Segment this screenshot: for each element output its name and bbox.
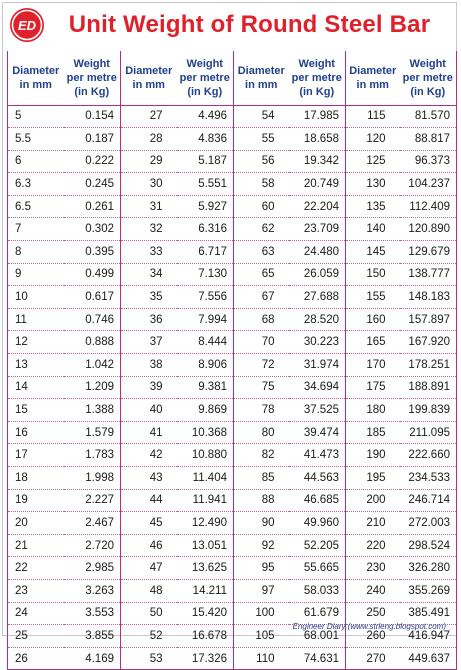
diameter-cell: 220 [346, 534, 400, 557]
diameter-cell: 27 [121, 105, 177, 128]
table-row [8, 128, 457, 151]
weight-cell: 16.678 [177, 625, 234, 648]
table-row [8, 534, 457, 557]
weight-cell: 416.947 [400, 625, 457, 648]
diameter-cell: 21 [8, 534, 64, 557]
diameter-cell: 52 [121, 625, 177, 648]
diameter-cell: 70 [234, 331, 289, 354]
diameter-cell: 115 [346, 105, 400, 128]
table-body [8, 105, 457, 670]
table-row [8, 376, 457, 399]
table-row [8, 647, 457, 670]
diameter-cell: 200 [346, 489, 400, 512]
weight-cell: 28.520 [289, 308, 346, 331]
weight-cell: 96.373 [400, 150, 457, 173]
weight-cell: 17.985 [289, 105, 346, 128]
weight-cell: 0.154 [64, 105, 121, 128]
table-row [8, 489, 457, 512]
weight-cell: 10.880 [177, 444, 234, 467]
diameter-cell: 78 [234, 399, 289, 422]
weight-cell: 211.095 [400, 421, 457, 444]
diameter-cell: 6.3 [8, 173, 64, 196]
weight-cell: 13.625 [177, 557, 234, 580]
table-row [8, 286, 457, 309]
weight-cell: 4.496 [177, 105, 234, 128]
diameter-cell: 30 [121, 173, 177, 196]
table-row [8, 150, 457, 173]
weight-cell: 167.920 [400, 331, 457, 354]
table-row [8, 467, 457, 490]
weight-cell: 120.890 [400, 218, 457, 241]
weight-cell: 68.001 [289, 625, 346, 648]
weight-cell: 3.855 [64, 625, 121, 648]
weight-cell: 326.280 [400, 557, 457, 580]
weight-cell: 15.420 [177, 602, 234, 625]
weight-cell: 18.658 [289, 128, 346, 151]
weight-cell: 81.570 [400, 105, 457, 128]
diameter-cell: 25 [8, 625, 64, 648]
diameter-cell: 95 [234, 557, 289, 580]
weight-cell: 0.395 [64, 241, 121, 264]
steel-weight-table [7, 51, 457, 670]
weight-cell: 2.467 [64, 512, 121, 535]
weight-cell: 61.679 [289, 602, 346, 625]
diameter-cell: 36 [121, 308, 177, 331]
diameter-cell: 88 [234, 489, 289, 512]
weight-cell: 5.187 [177, 150, 234, 173]
weight-cell: 0.261 [64, 195, 121, 218]
weight-cell: 385.491 [400, 602, 457, 625]
table-row [8, 354, 457, 377]
diameter-cell: 29 [121, 150, 177, 173]
diameter-cell: 130 [346, 173, 400, 196]
weight-cell: 39.474 [289, 421, 346, 444]
weight-cell: 5.927 [177, 195, 234, 218]
diameter-cell: 31 [121, 195, 177, 218]
table-row [8, 263, 457, 286]
weight-cell: 12.490 [177, 512, 234, 535]
weight-cell: 7.130 [177, 263, 234, 286]
diameter-cell: 90 [234, 512, 289, 535]
table-row [8, 444, 457, 467]
weight-cell: 157.897 [400, 308, 457, 331]
diameter-cell: 140 [346, 218, 400, 241]
diameter-cell: 6.5 [8, 195, 64, 218]
weight-cell: 24.480 [289, 241, 346, 264]
weight-cell: 3.553 [64, 602, 121, 625]
diameter-cell: 17 [8, 444, 64, 467]
weight-cell: 46.685 [289, 489, 346, 512]
diameter-cell: 5.5 [8, 128, 64, 151]
diameter-cell: 8 [8, 241, 64, 264]
weight-cell: 1.209 [64, 376, 121, 399]
diameter-cell: 15 [8, 399, 64, 422]
weight-cell: 129.679 [400, 241, 457, 264]
diameter-cell: 43 [121, 467, 177, 490]
weight-cell: 4.836 [177, 128, 234, 151]
weight-cell: 222.660 [400, 444, 457, 467]
weight-cell: 22.204 [289, 195, 346, 218]
table-row [8, 512, 457, 535]
weight-cell: 20.749 [289, 173, 346, 196]
diameter-cell: 75 [234, 376, 289, 399]
diameter-cell: 210 [346, 512, 400, 535]
diameter-cell: 26 [8, 647, 64, 670]
weight-cell: 0.888 [64, 331, 121, 354]
weight-cell: 6.316 [177, 218, 234, 241]
diameter-cell: 125 [346, 150, 400, 173]
diameter-cell: 10 [8, 286, 64, 309]
weight-cell: 2.720 [64, 534, 121, 557]
table-row [8, 421, 457, 444]
diameter-cell: 62 [234, 218, 289, 241]
weight-cell: 0.187 [64, 128, 121, 151]
weight-cell: 4.169 [64, 647, 121, 670]
table-row [8, 557, 457, 580]
diameter-cell: 58 [234, 173, 289, 196]
diameter-cell: 35 [121, 286, 177, 309]
weight-cell: 0.617 [64, 286, 121, 309]
diameter-cell: 6 [8, 150, 64, 173]
document-frame [2, 2, 457, 665]
diameter-cell: 19 [8, 489, 64, 512]
weight-cell: 138.777 [400, 263, 457, 286]
diameter-cell: 180 [346, 399, 400, 422]
weight-cell: 0.302 [64, 218, 121, 241]
weight-cell: 355.269 [400, 579, 457, 602]
weight-cell: 49.960 [289, 512, 346, 535]
weight-cell: 0.499 [64, 263, 121, 286]
weight-cell: 9.381 [177, 376, 234, 399]
weight-cell: 19.342 [289, 150, 346, 173]
table-row [8, 173, 457, 196]
diameter-cell: 45 [121, 512, 177, 535]
weight-cell: 34.694 [289, 376, 346, 399]
diameter-cell: 34 [121, 263, 177, 286]
weight-cell: 234.533 [400, 467, 457, 490]
diameter-cell: 7 [8, 218, 64, 241]
diameter-cell: 110 [234, 647, 289, 670]
table-header-row [8, 51, 457, 105]
diameter-cell: 24 [8, 602, 64, 625]
diameter-cell: 72 [234, 354, 289, 377]
weight-cell: 7.994 [177, 308, 234, 331]
weight-cell: 27.688 [289, 286, 346, 309]
diameter-cell: 54 [234, 105, 289, 128]
table-row [8, 218, 457, 241]
weight-cell: 199.839 [400, 399, 457, 422]
diameter-cell: 46 [121, 534, 177, 557]
logo-text: ED [17, 18, 37, 33]
table-row [8, 105, 457, 128]
diameter-header: Diameter in mm [8, 51, 64, 105]
weight-cell: 0.245 [64, 173, 121, 196]
diameter-cell: 155 [346, 286, 400, 309]
diameter-cell: 120 [346, 128, 400, 151]
diameter-cell: 20 [8, 512, 64, 535]
page-title: Unit Weight of Round Steel Bar [68, 11, 431, 38]
weight-cell: 1.579 [64, 421, 121, 444]
diameter-cell: 53 [121, 647, 177, 670]
diameter-header: Diameter in mm [346, 51, 400, 105]
diameter-cell: 48 [121, 579, 177, 602]
diameter-cell: 12 [8, 331, 64, 354]
diameter-cell: 230 [346, 557, 400, 580]
diameter-cell: 160 [346, 308, 400, 331]
diameter-cell: 11 [8, 308, 64, 331]
diameter-cell: 41 [121, 421, 177, 444]
diameter-cell: 9 [8, 263, 64, 286]
weight-cell: 8.444 [177, 331, 234, 354]
diameter-cell: 175 [346, 376, 400, 399]
diameter-header: Diameter in mm [234, 51, 289, 105]
diameter-cell: 270 [346, 647, 400, 670]
weight-cell: 23.709 [289, 218, 346, 241]
weight-cell: 246.714 [400, 489, 457, 512]
diameter-cell: 18 [8, 467, 64, 490]
diameter-cell: 170 [346, 354, 400, 377]
diameter-cell: 50 [121, 602, 177, 625]
diameter-header: Diameter in mm [121, 51, 177, 105]
weight-cell: 6.717 [177, 241, 234, 264]
diameter-cell: 68 [234, 308, 289, 331]
diameter-cell: 150 [346, 263, 400, 286]
diameter-cell: 39 [121, 376, 177, 399]
weight-cell: 30.223 [289, 331, 346, 354]
diameter-cell: 47 [121, 557, 177, 580]
diameter-cell: 240 [346, 579, 400, 602]
diameter-cell: 80 [234, 421, 289, 444]
weight-cell: 104.237 [400, 173, 457, 196]
diameter-cell: 190 [346, 444, 400, 467]
diameter-cell: 65 [234, 263, 289, 286]
diameter-cell: 55 [234, 128, 289, 151]
weight-cell: 8.906 [177, 354, 234, 377]
weight-cell: 3.263 [64, 579, 121, 602]
weight-cell: 2.227 [64, 489, 121, 512]
weight-cell: 55.665 [289, 557, 346, 580]
table-row [8, 331, 457, 354]
weight-cell: 52.205 [289, 534, 346, 557]
weight-cell: 449.637 [400, 647, 457, 670]
diameter-cell: 165 [346, 331, 400, 354]
weight-cell: 11.941 [177, 489, 234, 512]
weight-cell: 1.998 [64, 467, 121, 490]
weight-cell: 0.746 [64, 308, 121, 331]
diameter-cell: 63 [234, 241, 289, 264]
weight-header: Weight per metre (in Kg) [400, 51, 457, 105]
diameter-cell: 37 [121, 331, 177, 354]
diameter-cell: 105 [234, 625, 289, 648]
weight-cell: 148.183 [400, 286, 457, 309]
diameter-cell: 85 [234, 467, 289, 490]
weight-cell: 272.003 [400, 512, 457, 535]
weight-cell: 74.631 [289, 647, 346, 670]
weight-cell: 7.556 [177, 286, 234, 309]
diameter-cell: 260 [346, 625, 400, 648]
weight-cell: 88.817 [400, 128, 457, 151]
footer-credit: Engineer Diary (www.strleng.blogspot.com) [292, 622, 446, 631]
weight-header: Weight per metre (in Kg) [177, 51, 234, 105]
weight-cell: 9.869 [177, 399, 234, 422]
weight-cell: 112.409 [400, 195, 457, 218]
diameter-cell: 28 [121, 128, 177, 151]
diameter-cell: 32 [121, 218, 177, 241]
weight-header: Weight per metre (in Kg) [289, 51, 346, 105]
weight-cell: 1.783 [64, 444, 121, 467]
weight-cell: 10.368 [177, 421, 234, 444]
weight-cell: 188.891 [400, 376, 457, 399]
weight-cell: 11.404 [177, 467, 234, 490]
weight-cell: 44.563 [289, 467, 346, 490]
diameter-cell: 97 [234, 579, 289, 602]
weight-header: Weight per metre (in Kg) [64, 51, 121, 105]
weight-cell: 41.473 [289, 444, 346, 467]
table-row [8, 241, 457, 264]
diameter-cell: 16 [8, 421, 64, 444]
diameter-cell: 56 [234, 150, 289, 173]
weight-cell: 1.042 [64, 354, 121, 377]
table-row [8, 399, 457, 422]
weight-cell: 58.033 [289, 579, 346, 602]
diameter-cell: 33 [121, 241, 177, 264]
weight-cell: 298.524 [400, 534, 457, 557]
diameter-cell: 185 [346, 421, 400, 444]
table-row [8, 195, 457, 218]
weight-cell: 37.525 [289, 399, 346, 422]
header [3, 3, 456, 49]
diameter-cell: 195 [346, 467, 400, 490]
diameter-cell: 100 [234, 602, 289, 625]
weight-cell: 26.059 [289, 263, 346, 286]
diameter-cell: 38 [121, 354, 177, 377]
diameter-cell: 60 [234, 195, 289, 218]
weight-cell: 17.326 [177, 647, 234, 670]
weight-cell: 13.051 [177, 534, 234, 557]
table-row [8, 308, 457, 331]
weight-cell: 1.388 [64, 399, 121, 422]
diameter-cell: 250 [346, 602, 400, 625]
weight-cell: 0.222 [64, 150, 121, 173]
weight-cell: 2.985 [64, 557, 121, 580]
diameter-cell: 44 [121, 489, 177, 512]
diameter-cell: 92 [234, 534, 289, 557]
diameter-cell: 13 [8, 354, 64, 377]
diameter-cell: 23 [8, 579, 64, 602]
table-row [8, 579, 457, 602]
diameter-cell: 22 [8, 557, 64, 580]
weight-cell: 5.551 [177, 173, 234, 196]
diameter-cell: 14 [8, 376, 64, 399]
diameter-cell: 42 [121, 444, 177, 467]
diameter-cell: 67 [234, 286, 289, 309]
diameter-cell: 40 [121, 399, 177, 422]
diameter-cell: 145 [346, 241, 400, 264]
weight-cell: 14.211 [177, 579, 234, 602]
diameter-cell: 135 [346, 195, 400, 218]
diameter-cell: 5 [8, 105, 64, 128]
diameter-cell: 82 [234, 444, 289, 467]
weight-cell: 178.251 [400, 354, 457, 377]
weight-cell: 31.974 [289, 354, 346, 377]
